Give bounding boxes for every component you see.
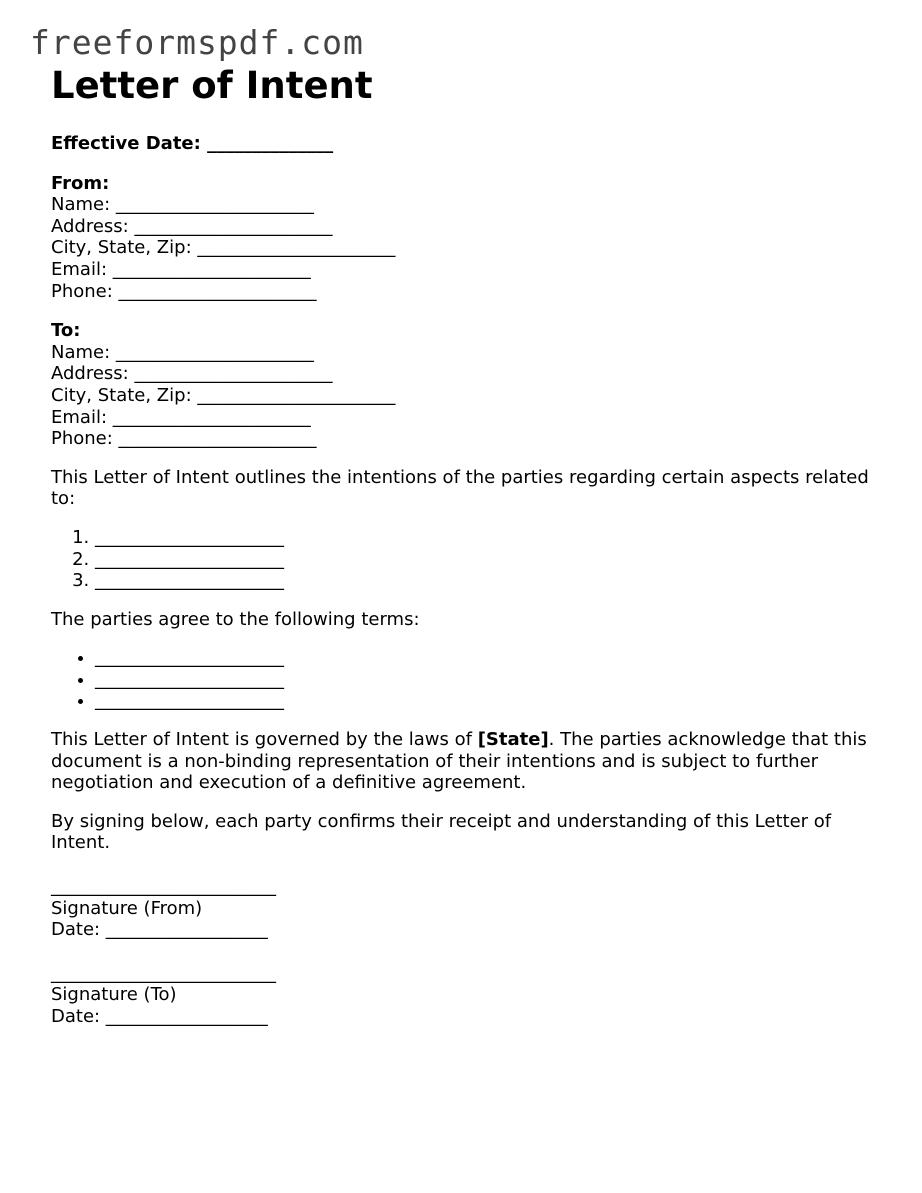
document-title: Letter of Intent [51, 64, 373, 107]
document-page [51, 64, 881, 1028]
watermark-text: freeformspdf.com [30, 23, 364, 62]
confirm-paragraph: By signing below, each party confirms their receipt and understanding of this Letter of Intent. [51, 810, 832, 854]
to-email-field[interactable]: Email: ______________________ [51, 406, 311, 428]
state-placeholder: [State] [477, 729, 549, 751]
intro-paragraph: This Letter of Intent outlines the intentions of the parties regarding certain aspects related to: [51, 466, 869, 510]
from-name-field[interactable]: Name: ______________________ [51, 194, 314, 216]
from-email-field[interactable]: Email: ______________________ [51, 258, 311, 280]
to-heading: To: [51, 320, 81, 342]
governing-paragraph [51, 729, 881, 794]
terms-intro: The parties agree to the following terms: [51, 608, 420, 630]
term-item-2[interactable]: • _____________________ [95, 669, 881, 691]
to-name-field[interactable]: Name: ______________________ [51, 341, 314, 363]
signature-block-to [51, 963, 881, 1028]
from-heading: From: [51, 172, 110, 194]
governing-text-after: . The parties acknowledge that this document is a non-binding representation of their intentions and is subject to further negotiation and execution of a definitive agreement. [51, 729, 867, 794]
aspect-item-1[interactable]: 1. _____________________ [95, 527, 881, 549]
signature-date-to[interactable]: Date: __________________ [51, 1006, 268, 1027]
term-item-3[interactable]: • _____________________ [95, 690, 881, 712]
signature-block-from [51, 876, 881, 941]
from-phone-field[interactable]: Phone: ______________________ [51, 280, 317, 302]
signature-date-from[interactable]: Date: __________________ [51, 919, 268, 941]
to-address-field[interactable]: Address: ______________________ [51, 363, 333, 385]
to-section [51, 320, 881, 450]
aspect-item-2[interactable]: 2. _____________________ [95, 549, 881, 571]
from-section [51, 173, 881, 303]
signature-line-to[interactable]: _________________________ [51, 962, 276, 984]
governing-text-before: This Letter of Intent is governed by the laws of [51, 729, 478, 751]
signature-label-to: Signature (To) [51, 984, 177, 1006]
aspect-item-3[interactable]: 3. _____________________ [95, 570, 881, 592]
from-city-field[interactable]: City, State, Zip: ______________________ [51, 237, 396, 259]
to-phone-field[interactable]: Phone: ______________________ [51, 428, 317, 450]
terms-list [51, 647, 881, 712]
aspects-list [51, 527, 881, 592]
term-item-1[interactable]: • _____________________ [95, 647, 881, 669]
signature-line-from[interactable]: _________________________ [51, 876, 276, 898]
effective-date-field[interactable]: Effective Date: ______________ [51, 133, 334, 154]
signature-label-from: Signature (From) [51, 897, 203, 919]
from-address-field[interactable]: Address: ______________________ [51, 215, 333, 237]
to-city-field[interactable]: City, State, Zip: ______________________ [51, 384, 396, 406]
